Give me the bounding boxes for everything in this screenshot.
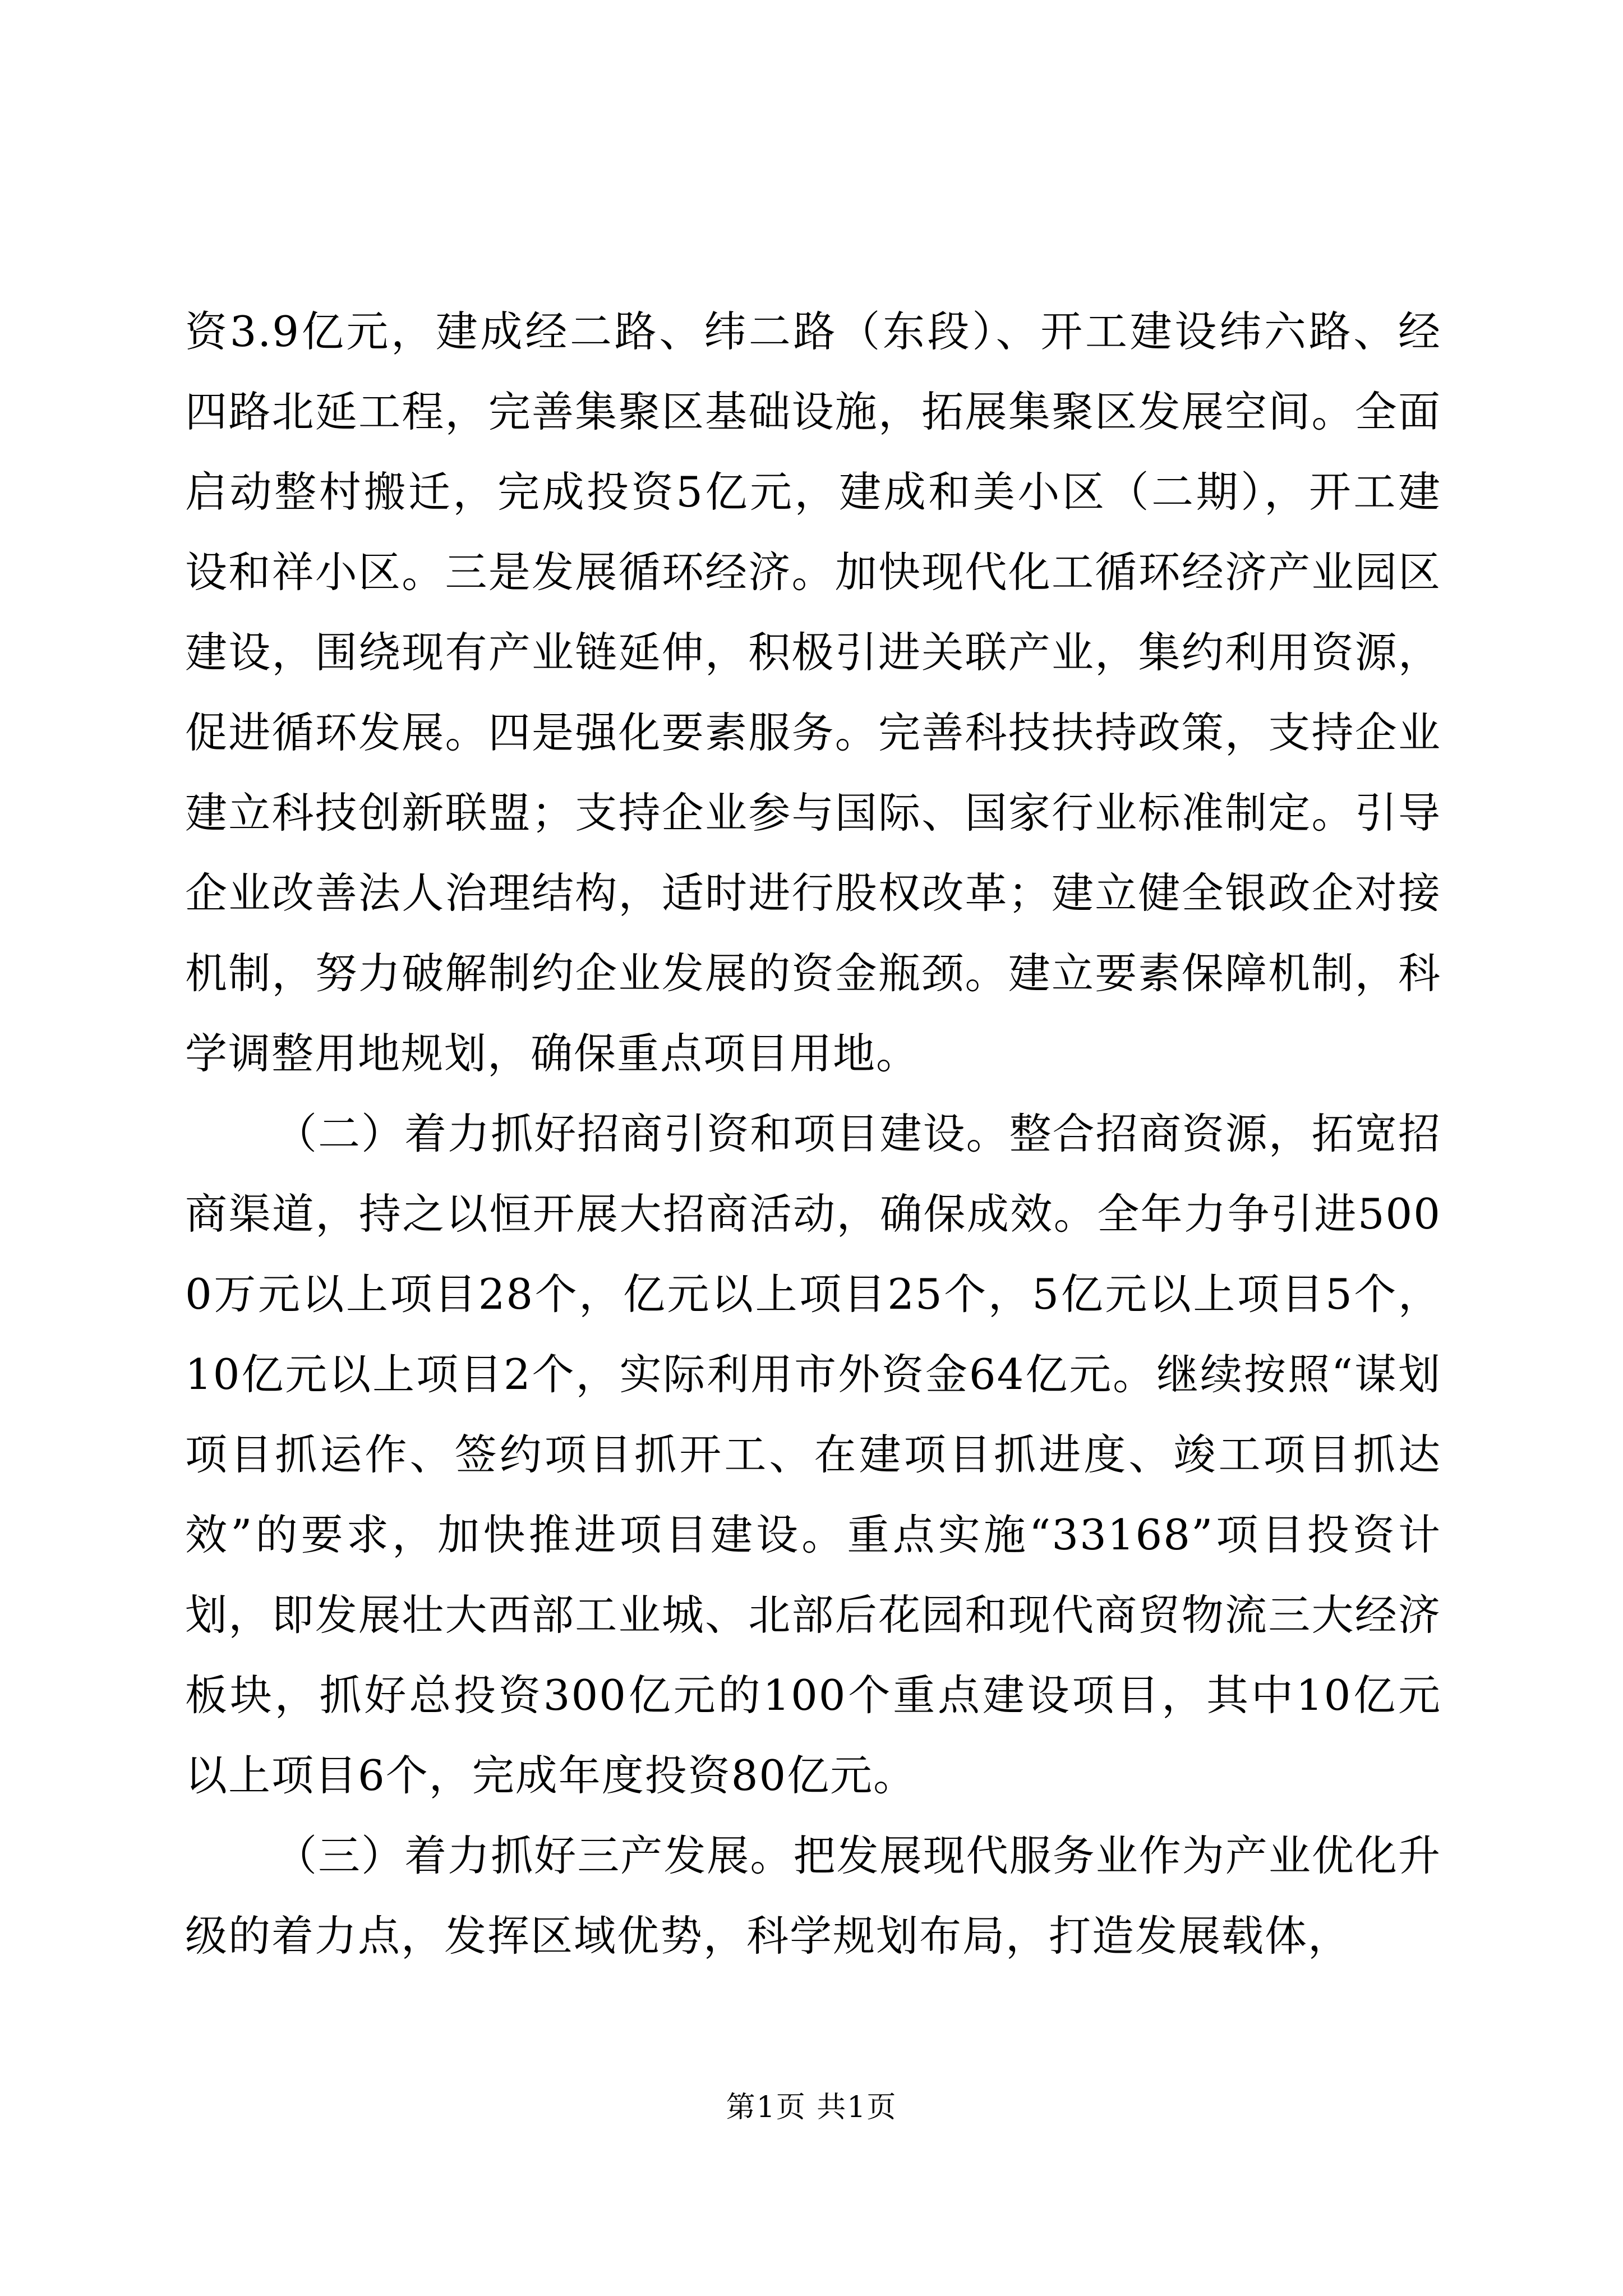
paragraph-1: 资3.9亿元，建成经二路、纬二路（东段）、开工建设纬六路、经四路北延工程，完善集聚区基础设施，拓展集聚区发展空间。全面启动整村搬迁，完成投资5亿元，建成和美小区（二期），开工建设和祥小区。三是发展循环经济。加快现代化工循环经济产业园区建设，围绕现有产业链延伸，积极引进关联产业，集约利用资源，促进循环发展。四是强化要素服务。完善科技扶持政策，支持企业建立科技创新联盟；支持企业参与国际、国家行业标准制定。引导企业改善法人治理结构，适时进行股权改革；建立健全银政企对接机制，努力破解制约企业发展的资金瓶颈。建立要素保障机制，科学调整用地规划，确保重点项目用地。	[185, 307, 1441, 1078]
document-body	[185, 292, 1441, 1976]
paragraph-3: （三）着力抓好三产发展。把发展现代服务业作为产业优化升级的着力点，发挥区域优势，科学规划布局，打造发展载体，	[185, 1831, 1441, 1961]
paragraph-2: （二）着力抓好招商引资和项目建设。整合招商资源，拓宽招商渠道，持之以恒开展大招商活动，确保成效。全年力争引进5000万元以上项目28个，亿元以上项目25个，5亿元以上项目5个，10亿元以上项目2个，实际利用市外资金64亿元。继续按照“谋划项目抓运作、签约项目抓开工、在建项目抓进度、竣工项目抓达效”的要求，加快推进项目建设。重点实施“33168”项目投资计划，即发展壮大西部工业城、北部后花园和现代商贸物流三大经济板块，抓好总投资300亿元的100个重点建设项目，其中10亿元以上项目6个，完成年度投资80亿元。	[185, 1109, 1441, 1800]
page-footer: 第1页 共1页	[726, 2091, 897, 2124]
